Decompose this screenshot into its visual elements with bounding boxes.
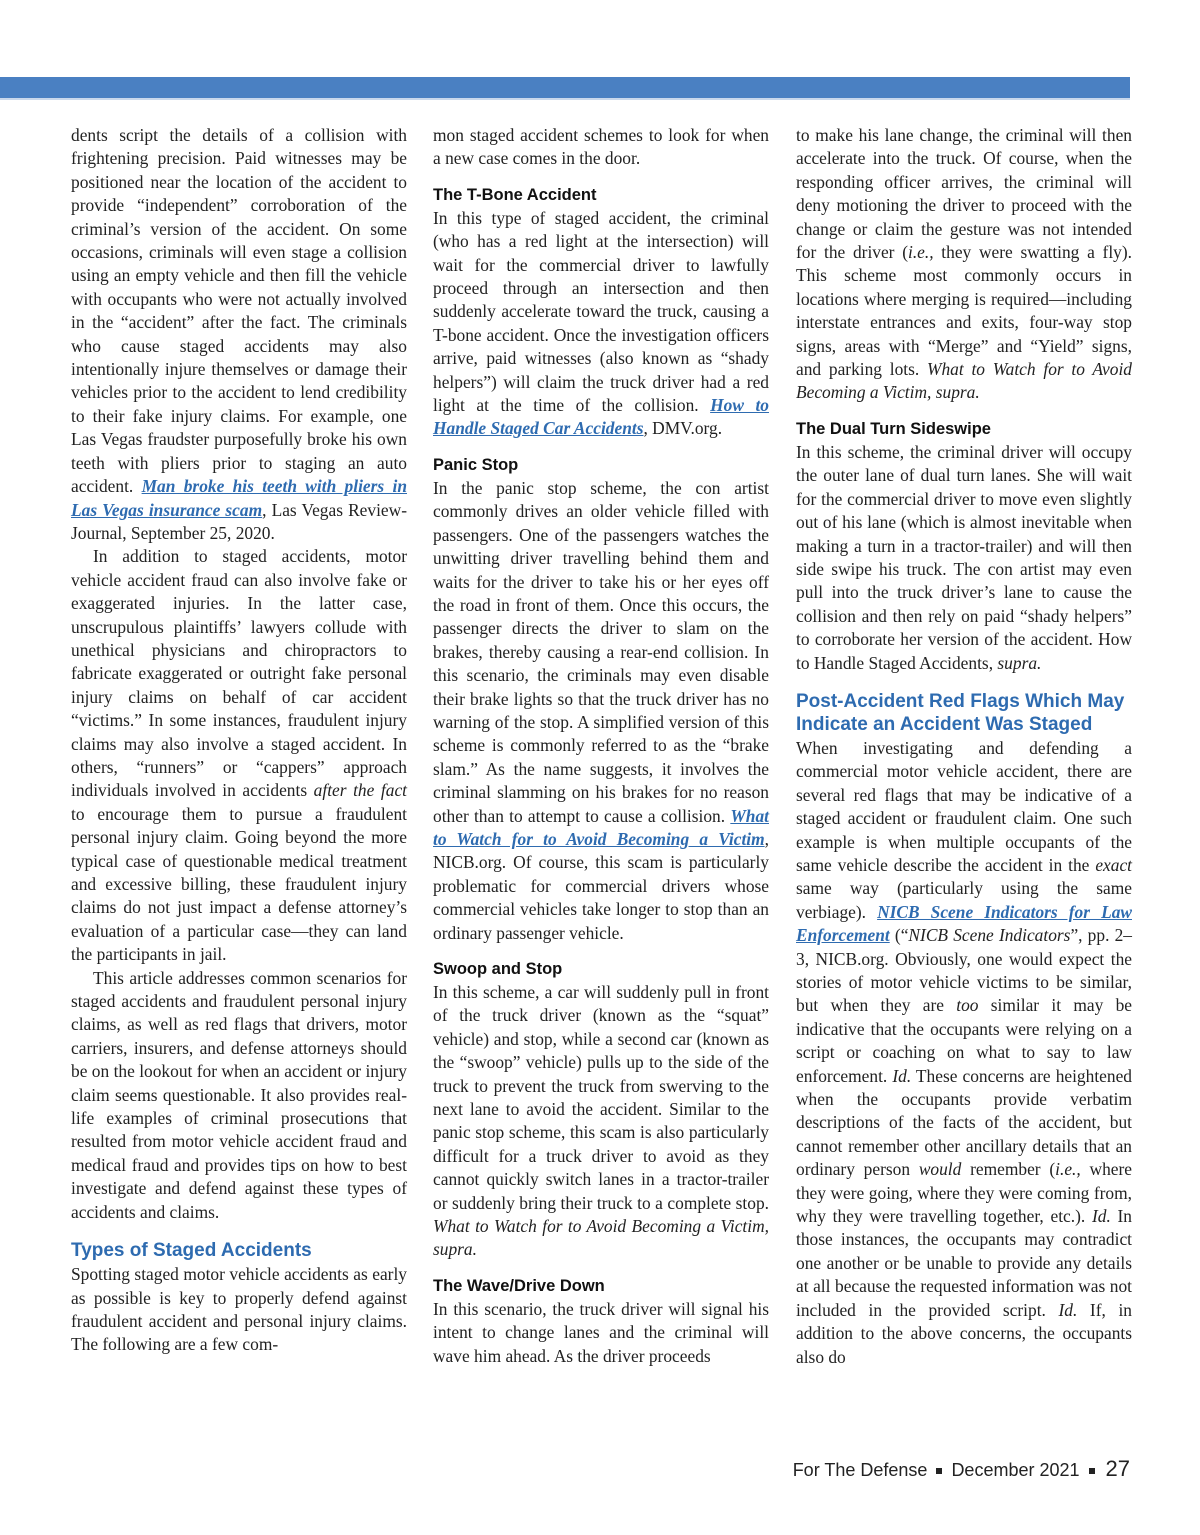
section-heading: Types of Staged Accidents — [71, 1240, 312, 1262]
reference-link[interactable]: How to Handle Staged Car Accidents — [433, 395, 769, 439]
paragraph: dents script the details of a collision with frightening precision. Paid witnesses may be positioned near the location of the accident to provide “independent” corroboration of the criminal’s version of the accident. On some occasions, criminals will even stage a collision using an empty vehicle and then fill the vehicle with occupants who were not actually involved in the “accident” after the fact. The criminals who cause staged accidents may also intentionally injure themselves or damage their vehicles prior to the accident to lend credibility to their fake injury claims. For example, one Las Vegas fraudster purposefully broke his own teeth with pliers prior to staging an auto accident. Man broke his teeth with pliers in Las Vegas insurance scam, Las Vegas Review-Journal, September 25, 2020. — [71, 125, 407, 543]
column-1 — [71, 124, 407, 1357]
column-2 — [433, 124, 769, 1368]
subheading-dual-turn-sideswipe: The Dual Turn Sideswipe — [796, 419, 991, 438]
subheading-t-bone: The T-Bone Accident — [433, 185, 597, 204]
subheading-swoop-and-stop: Swoop and Stop — [433, 960, 563, 978]
publication-name: For The Defense — [792, 1460, 928, 1480]
issue-date: December 2021 — [951, 1460, 1080, 1480]
section-heading: Post-Accident Red Flags Which May Indicate an Accident Was Staged — [796, 690, 1125, 735]
paragraph: In this type of staged accident, the criminal (who has a red light at the intersection) will wait for the commercial driver to lawfully proceed through an intersection and then suddenly accelerate toward the truck, causing a T-bone accident. Once the investigation officers arrive, paid witnesses (also known as “shady helpers”) will claim the truck driver had a red light at the time of the collision. How to Handle Staged Car Accidents, DMV.org. — [433, 207, 769, 439]
column-3 — [796, 124, 1132, 1369]
header-color-band — [0, 77, 1130, 98]
paragraph: Spotting staged motor vehicle accidents as early as possible is key to properly defend against fraudulent accident and personal injury claims. The following are a few com- — [71, 1264, 407, 1355]
paragraph: In this scheme, the criminal driver will occupy the outer lane of dual turn lanes. She will wait for the commercial driver to move even slightly out of his lane (which is almost inevitable when making a turn in a tractor-trailer) and will then side swipe his truck. The con artist may even pull into the truck driver’s lane to cause the collision and then rely on paid “shady helpers” to corroborate her version of the accident. How to Handle Staged Accidents, supra. — [796, 441, 1132, 673]
reference-link[interactable]: Man broke his teeth with pliers in Las Vegas insurance scam — [71, 476, 407, 520]
page-number: 27 — [1105, 1456, 1130, 1481]
subheading-wave-drive-down: The Wave/Drive Down — [433, 1276, 605, 1295]
paragraph: In addition to staged accidents, motor vehicle accident fraud can also involve fake or exaggerated injuries. In the latter case, unscrupulous plaintiffs’ lawyers collude with unethical physicians and chiropractors to fabricate exaggerated or outright fake personal injury claims on behalf of car accident “victims.” In some instances, fraudulent injury claims may also involve a staged accident. In others, “runners” or “cappers” approach individuals involved in accidents after the fact to encourage them to pursue a fraudulent personal injury claim. Going beyond the more typical case of questionable medical treatment and excessive billing, these fraudulent injury claims do not just impact a defense attorney’s evaluation of a particular case—they can land the participants in jail. — [71, 546, 407, 965]
separator-square-icon — [936, 1468, 942, 1474]
reference-link[interactable]: What to Watch for to Avoid Becoming a Victim — [433, 805, 769, 849]
reference-link[interactable]: NICB Scene Indicators for Law Enforcement — [796, 901, 1132, 946]
separator-square-icon — [1089, 1468, 1095, 1474]
paragraph: This article addresses common scenarios for staged accidents and fraudulent personal injury claims, as well as red flags that drivers, motor carriers, insurers, and defense attorneys should be on the lookout for when an accident or injury claim seems questionable. It also provides real-life examples of criminal prosecutions that resulted from motor vehicle accident fraud and medical fraud and provides tips on how to best investigate and defend against these types of accidents and claims. — [71, 967, 407, 1222]
paragraph: When investigating and defending a commercial motor vehicle accident, there are several red flags that may be indicative of a staged accident or fraudulent claim. One such example is when multiple occupants of the same vehicle describe the accident in the exact same way (particularly using the same verbiage). NICB Scene Indicators for Law Enforcement (“NICB Scene Indicators”, pp. 2–3, NICB.org. Obviously, one would expect the stories of motor vehicle victims to be similar, but when they are too similar it may be indicative that the occupants were relying on a script or coaching on what to say to law enforcement. Id. These concerns are heightened when the occupants provide verbatim descriptions of the facts of the accident, but cannot remember other ancillary details that an ordinary person would remember (i.e., where they were going, where they were coming from, why they were travelling together, etc.). Id. In those instances, the occupants may contradict one another or be unable to provide any details at all because the requested information was not included in the provided script. Id. If, in addition to the above concerns, the occupants also do — [796, 737, 1132, 1367]
paragraph: In this scenario, the truck driver will signal his intent to change lanes and the criminal will wave him ahead. As the driver proceeds — [433, 1298, 769, 1366]
paragraph: In this scheme, a car will suddenly pull in front of the truck driver (known as the “squat” vehicle) and stop, while a second car (known as the “swoop” vehicle) pulls up to the side of the truck to prevent the truck from swerving to the next lane to avoid the accident. Similar to the panic stop scheme, this scam is also particularly difficult for a truck driver to avoid as they cannot quickly switch lanes in a tractor-trailer or suddenly bring their truck to a complete stop. What to Watch for to Avoid Becoming a Victim, supra. — [433, 982, 769, 1260]
page-footer — [793, 1456, 1130, 1482]
paragraph: mon staged accident schemes to look for when a new case comes in the door. — [433, 125, 769, 169]
paragraph: to make his lane change, the criminal will then accelerate into the truck. Of course, when the responding officer arrives, the criminal will deny motioning the driver to proceed with the change or claim the gesture was not intended for the driver (i.e., they were swatting a fly). This scheme most commonly occurs in locations where merging is required—including interstate entrances and exits, four-way stop signs, areas with “Merge” and “Yield” signs, and parking lots. What to Watch for to Avoid Becoming a Victim, supra. — [796, 125, 1132, 403]
subheading-panic-stop: Panic Stop — [433, 455, 519, 474]
paragraph: In the panic stop scheme, the con artist commonly drives an older vehicle filled with passengers. One of the passengers watches the unwitting driver travelling behind them and waits for the driver to take his or her eyes off the road in front of them. Once this occurs, the passenger directs the driver to slam on the brakes, thereby causing a rear-end collision. In this scenario, the criminals may even disable their brake lights so that the truck driver has no warning of the stop. A simplified version of this scheme is commonly referred to as the “brake slam.” As the name suggests, it involves the criminal slamming on his brakes for no reason other than to attempt to cause a collision. What to Watch for to Avoid Becoming a Victim, NICB.org. Of course, this scam is particularly problematic for commercial drivers whose commercial vehicles take longer to stop than an ordinary passenger vehicle. — [433, 477, 769, 943]
